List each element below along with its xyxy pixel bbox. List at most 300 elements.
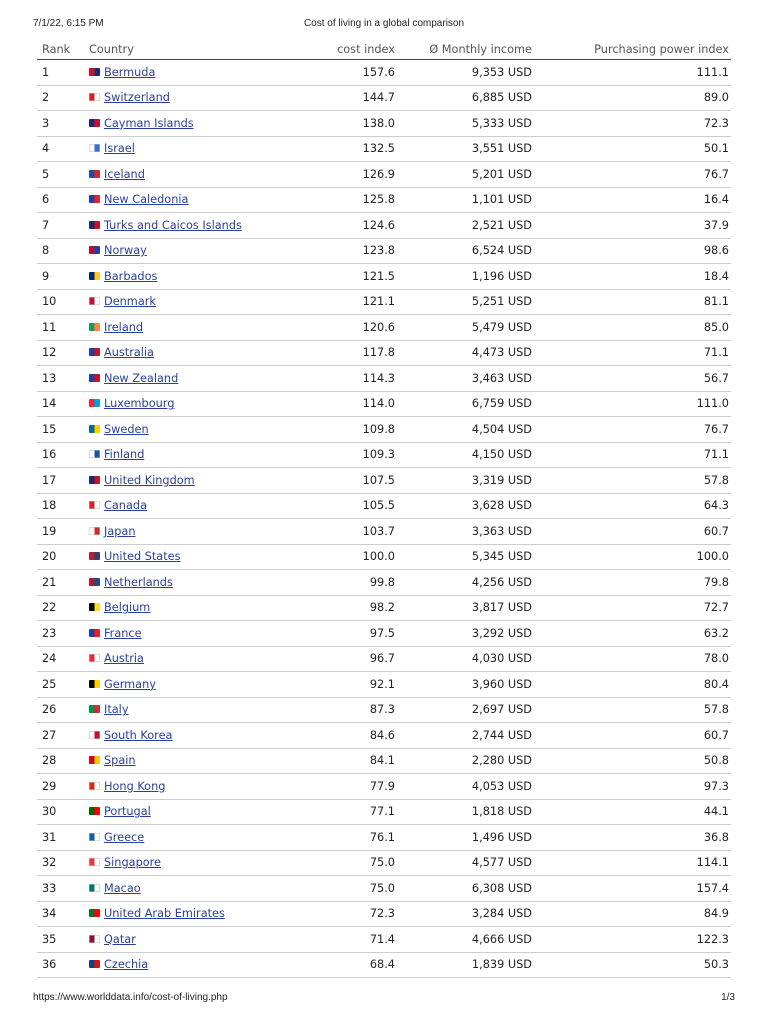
rank-cell: 20 [37,544,84,570]
cost-index-cell: 132.5 [330,136,397,162]
country-link[interactable]: United Arab Emirates [104,907,225,921]
country-link[interactable]: Canada [104,499,147,513]
rank-cell: 34 [37,901,84,927]
cost-index-cell: 72.3 [330,901,397,927]
table-row [37,799,731,825]
cost-index-cell: 77.1 [330,799,397,825]
country-cell [84,646,330,672]
cost-index-cell: 109.8 [330,417,397,443]
print-page-number: 1/3 [721,992,735,1003]
flag-icon [89,501,100,509]
monthly-income-cell: 2,521 USD [397,213,534,239]
country-link[interactable]: Finland [104,448,145,462]
flag-icon [89,782,100,790]
rank-cell: 6 [37,187,84,213]
country-cell [84,213,330,239]
country-cell [84,901,330,927]
rank-cell: 28 [37,748,84,774]
table-row [37,621,731,647]
flag-icon [89,552,100,560]
purchasing-power-cell: 63.2 [534,621,731,647]
monthly-income-cell: 6,885 USD [397,85,534,111]
country-cell [84,748,330,774]
purchasing-power-cell: 111.1 [534,60,731,86]
rank-cell: 19 [37,519,84,545]
monthly-income-cell: 3,292 USD [397,621,534,647]
table-header-row [37,40,731,60]
flag-icon [89,195,100,203]
country-link[interactable]: Austria [104,652,144,666]
flag-icon [89,807,100,815]
cost-index-cell: 76.1 [330,825,397,851]
table-row [37,340,731,366]
monthly-income-cell: 2,280 USD [397,748,534,774]
table-row [37,493,731,519]
country-link[interactable]: South Korea [104,728,173,742]
country-link[interactable]: Singapore [104,856,161,870]
country-cell [84,442,330,468]
flag-icon [89,221,100,229]
country-link[interactable]: Israel [104,142,135,156]
table-row [37,264,731,290]
flag-icon [89,119,100,127]
purchasing-power-cell: 157.4 [534,876,731,902]
country-cell [84,519,330,545]
country-cell [84,187,330,213]
cost-index-cell: 103.7 [330,519,397,545]
rank-cell: 11 [37,315,84,341]
table-row [37,850,731,876]
cost-index-cell: 109.3 [330,442,397,468]
purchasing-power-cell: 97.3 [534,774,731,800]
rank-cell: 30 [37,799,84,825]
country-link[interactable]: Iceland [104,167,145,181]
cost-index-cell: 144.7 [330,85,397,111]
monthly-income-cell: 5,345 USD [397,544,534,570]
country-link[interactable]: Hong Kong [104,779,166,793]
cost-index-cell: 121.5 [330,264,397,290]
flag-icon [89,833,100,841]
flag-icon [89,603,100,611]
monthly-income-cell: 5,333 USD [397,111,534,137]
cost-index-cell: 84.1 [330,748,397,774]
monthly-income-cell: 1,101 USD [397,187,534,213]
table-row [37,315,731,341]
rank-cell: 27 [37,723,84,749]
country-cell [84,417,330,443]
purchasing-power-cell: 78.0 [534,646,731,672]
rank-cell: 23 [37,621,84,647]
country-link[interactable]: Netherlands [104,575,173,589]
flag-icon [89,246,100,254]
purchasing-power-cell: 81.1 [534,289,731,315]
purchasing-power-cell: 76.7 [534,162,731,188]
cost-index-cell: 75.0 [330,876,397,902]
monthly-income-cell: 3,363 USD [397,519,534,545]
table-row [37,187,731,213]
country-link[interactable]: New Caledonia [104,193,189,207]
table-row [37,697,731,723]
monthly-income-cell: 3,628 USD [397,493,534,519]
rank-cell: 5 [37,162,84,188]
flag-icon [89,399,100,407]
rank-cell: 13 [37,366,84,392]
purchasing-power-cell: 57.8 [534,468,731,494]
cost-index-cell: 92.1 [330,672,397,698]
cost-of-living-table [37,40,731,978]
country-link[interactable]: Macao [104,881,141,895]
flag-icon [89,297,100,305]
rank-cell: 16 [37,442,84,468]
table-row [37,723,731,749]
rank-cell: 35 [37,927,84,953]
rank-cell: 9 [37,264,84,290]
purchasing-power-cell: 76.7 [534,417,731,443]
purchasing-power-cell: 79.8 [534,570,731,596]
monthly-income-cell: 4,666 USD [397,927,534,953]
monthly-income-cell: 3,463 USD [397,366,534,392]
flag-icon [89,654,100,662]
rank-cell: 24 [37,646,84,672]
monthly-income-cell: 6,524 USD [397,238,534,264]
purchasing-power-cell: 89.0 [534,85,731,111]
country-cell [84,570,330,596]
country-cell [84,850,330,876]
monthly-income-cell: 4,150 USD [397,442,534,468]
monthly-income-cell: 1,839 USD [397,952,534,978]
country-cell [84,238,330,264]
table-row [37,60,731,86]
country-link[interactable]: Norway [104,244,147,258]
purchasing-power-cell: 37.9 [534,213,731,239]
rank-cell: 25 [37,672,84,698]
purchasing-power-cell: 50.8 [534,748,731,774]
print-date: 7/1/22, 6:15 PM [33,18,104,29]
monthly-income-cell: 4,504 USD [397,417,534,443]
flag-icon [89,858,100,866]
country-link[interactable]: Germany [104,677,156,691]
country-cell [84,723,330,749]
rank-cell: 17 [37,468,84,494]
rank-cell: 33 [37,876,84,902]
country-link[interactable]: Qatar [104,932,136,946]
table-body [37,60,731,978]
cost-index-cell: 105.5 [330,493,397,519]
country-cell [84,289,330,315]
table-row [37,825,731,851]
country-link[interactable]: New Zealand [104,371,179,385]
cost-index-cell: 126.9 [330,162,397,188]
table-row [37,238,731,264]
purchasing-power-cell: 80.4 [534,672,731,698]
cost-index-cell: 97.5 [330,621,397,647]
purchasing-power-cell: 16.4 [534,187,731,213]
print-url: https://www.worlddata.info/cost-of-living.php [33,992,228,1003]
monthly-income-cell: 3,284 USD [397,901,534,927]
purchasing-power-cell: 111.0 [534,391,731,417]
purchasing-power-cell: 72.7 [534,595,731,621]
flag-icon [89,425,100,433]
cost-index-cell: 124.6 [330,213,397,239]
purchasing-power-cell: 56.7 [534,366,731,392]
monthly-income-cell: 6,759 USD [397,391,534,417]
print-footer [33,992,735,1006]
country-link[interactable]: Cayman Islands [104,116,194,130]
purchasing-power-cell: 36.8 [534,825,731,851]
cost-index-cell: 117.8 [330,340,397,366]
monthly-income-cell: 6,308 USD [397,876,534,902]
table-row [37,85,731,111]
country-link[interactable]: Australia [104,346,154,360]
cost-index-cell: 87.3 [330,697,397,723]
cost-index-cell: 99.8 [330,570,397,596]
cost-index-cell: 114.3 [330,366,397,392]
country-link[interactable]: Japan [104,524,136,538]
rank-cell: 22 [37,595,84,621]
table-row [37,289,731,315]
country-cell [84,264,330,290]
flag-icon [89,348,100,356]
cost-index-cell: 68.4 [330,952,397,978]
flag-icon [89,374,100,382]
country-link[interactable]: Luxembourg [104,397,175,411]
cost-index-cell: 100.0 [330,544,397,570]
monthly-income-cell: 3,960 USD [397,672,534,698]
purchasing-power-cell: 100.0 [534,544,731,570]
table-row [37,213,731,239]
col-cost-index[interactable]: cost index [330,40,397,60]
monthly-income-cell: 9,353 USD [397,60,534,86]
table-row [37,570,731,596]
table-row [37,927,731,953]
purchasing-power-cell: 122.3 [534,927,731,953]
table-row [37,136,731,162]
monthly-income-cell: 5,251 USD [397,289,534,315]
country-link[interactable]: Portugal [104,805,151,819]
flag-icon [89,170,100,178]
monthly-income-cell: 3,817 USD [397,595,534,621]
country-link[interactable]: Barbados [104,269,158,283]
monthly-income-cell: 4,030 USD [397,646,534,672]
country-link[interactable]: Spain [104,754,136,768]
table-row [37,952,731,978]
rank-cell: 14 [37,391,84,417]
cost-index-cell: 96.7 [330,646,397,672]
country-cell [84,825,330,851]
purchasing-power-cell: 60.7 [534,723,731,749]
flag-icon [89,93,100,101]
rank-cell: 29 [37,774,84,800]
table-row [37,646,731,672]
monthly-income-cell: 2,744 USD [397,723,534,749]
cost-index-cell: 114.0 [330,391,397,417]
table-row [37,417,731,443]
cost-index-cell: 125.8 [330,187,397,213]
flag-icon [89,527,100,535]
purchasing-power-cell: 57.8 [534,697,731,723]
flag-icon [89,731,100,739]
monthly-income-cell: 4,256 USD [397,570,534,596]
print-header [33,18,735,32]
monthly-income-cell: 3,319 USD [397,468,534,494]
country-link[interactable]: Ireland [104,320,144,334]
rank-cell: 3 [37,111,84,137]
purchasing-power-cell: 71.1 [534,340,731,366]
country-link[interactable]: France [104,626,142,640]
country-cell [84,315,330,341]
col-rank[interactable]: Rank [37,40,84,60]
rank-cell: 18 [37,493,84,519]
country-link[interactable]: United States [104,550,181,564]
table-row [37,672,731,698]
flag-icon [89,960,100,968]
cost-index-cell: 138.0 [330,111,397,137]
rank-cell: 21 [37,570,84,596]
cost-index-cell: 157.6 [330,60,397,86]
monthly-income-cell: 4,053 USD [397,774,534,800]
cost-index-cell: 107.5 [330,468,397,494]
flag-icon [89,68,100,76]
rank-cell: 8 [37,238,84,264]
country-link[interactable]: Czechia [104,958,149,972]
cost-index-cell: 77.9 [330,774,397,800]
purchasing-power-cell: 64.3 [534,493,731,519]
country-cell [84,876,330,902]
monthly-income-cell: 1,196 USD [397,264,534,290]
rank-cell: 32 [37,850,84,876]
flag-icon [89,884,100,892]
rank-cell: 7 [37,213,84,239]
table-row [37,774,731,800]
table-row [37,544,731,570]
rank-cell: 15 [37,417,84,443]
country-link[interactable]: United Kingdom [104,473,195,487]
country-cell [84,340,330,366]
country-cell [84,595,330,621]
flag-icon [89,144,100,152]
purchasing-power-cell: 44.1 [534,799,731,825]
purchasing-power-cell: 114.1 [534,850,731,876]
table-row [37,595,731,621]
rank-cell: 31 [37,825,84,851]
country-cell [84,111,330,137]
country-cell [84,60,330,86]
flag-icon [89,705,100,713]
rank-cell: 10 [37,289,84,315]
country-link[interactable]: Switzerland [104,91,170,105]
country-cell [84,544,330,570]
purchasing-power-cell: 18.4 [534,264,731,290]
print-title: Cost of living in a global comparison [303,18,465,29]
flag-icon [89,476,100,484]
country-cell [84,799,330,825]
rank-cell: 36 [37,952,84,978]
col-country[interactable]: Country [84,40,330,60]
col-monthly-income[interactable]: Ø Monthly income [397,40,534,60]
flag-icon [89,909,100,917]
country-cell [84,927,330,953]
table-row [37,519,731,545]
purchasing-power-cell: 85.0 [534,315,731,341]
table-row [37,442,731,468]
table-row [37,468,731,494]
monthly-income-cell: 4,577 USD [397,850,534,876]
country-cell [84,697,330,723]
country-cell [84,774,330,800]
country-cell [84,366,330,392]
cost-index-cell: 120.6 [330,315,397,341]
flag-icon [89,323,100,331]
country-link[interactable]: Greece [104,830,145,844]
country-link[interactable]: Denmark [104,295,156,309]
cost-index-cell: 98.2 [330,595,397,621]
flag-icon [89,935,100,943]
purchasing-power-cell: 71.1 [534,442,731,468]
country-link[interactable]: Turks and Caicos Islands [104,218,242,232]
country-link[interactable]: Bermuda [104,65,156,79]
table-row [37,876,731,902]
cost-index-cell: 121.1 [330,289,397,315]
country-link[interactable]: Sweden [104,422,149,436]
rank-cell: 12 [37,340,84,366]
rank-cell: 1 [37,60,84,86]
purchasing-power-cell: 98.6 [534,238,731,264]
country-cell [84,468,330,494]
flag-icon [89,756,100,764]
purchasing-power-cell: 50.3 [534,952,731,978]
table-row [37,111,731,137]
country-cell [84,952,330,978]
cost-index-cell: 123.8 [330,238,397,264]
cost-index-cell: 75.0 [330,850,397,876]
country-cell [84,621,330,647]
monthly-income-cell: 1,818 USD [397,799,534,825]
rank-cell: 4 [37,136,84,162]
country-link[interactable]: Italy [104,703,129,717]
flag-icon [89,629,100,637]
country-cell [84,672,330,698]
col-purchasing-power[interactable]: Purchasing power index [534,40,731,60]
table-row [37,391,731,417]
table-row [37,366,731,392]
country-cell [84,85,330,111]
purchasing-power-cell: 60.7 [534,519,731,545]
monthly-income-cell: 4,473 USD [397,340,534,366]
monthly-income-cell: 5,201 USD [397,162,534,188]
table-row [37,901,731,927]
flag-icon [89,680,100,688]
country-cell [84,391,330,417]
purchasing-power-cell: 72.3 [534,111,731,137]
table-row [37,162,731,188]
table-row [37,748,731,774]
flag-icon [89,272,100,280]
flag-icon [89,450,100,458]
monthly-income-cell: 1,496 USD [397,825,534,851]
country-link[interactable]: Belgium [104,601,151,615]
purchasing-power-cell: 84.9 [534,901,731,927]
monthly-income-cell: 3,551 USD [397,136,534,162]
country-cell [84,162,330,188]
rank-cell: 2 [37,85,84,111]
cost-index-cell: 84.6 [330,723,397,749]
cost-index-cell: 71.4 [330,927,397,953]
country-cell [84,136,330,162]
monthly-income-cell: 5,479 USD [397,315,534,341]
country-cell [84,493,330,519]
purchasing-power-cell: 50.1 [534,136,731,162]
monthly-income-cell: 2,697 USD [397,697,534,723]
